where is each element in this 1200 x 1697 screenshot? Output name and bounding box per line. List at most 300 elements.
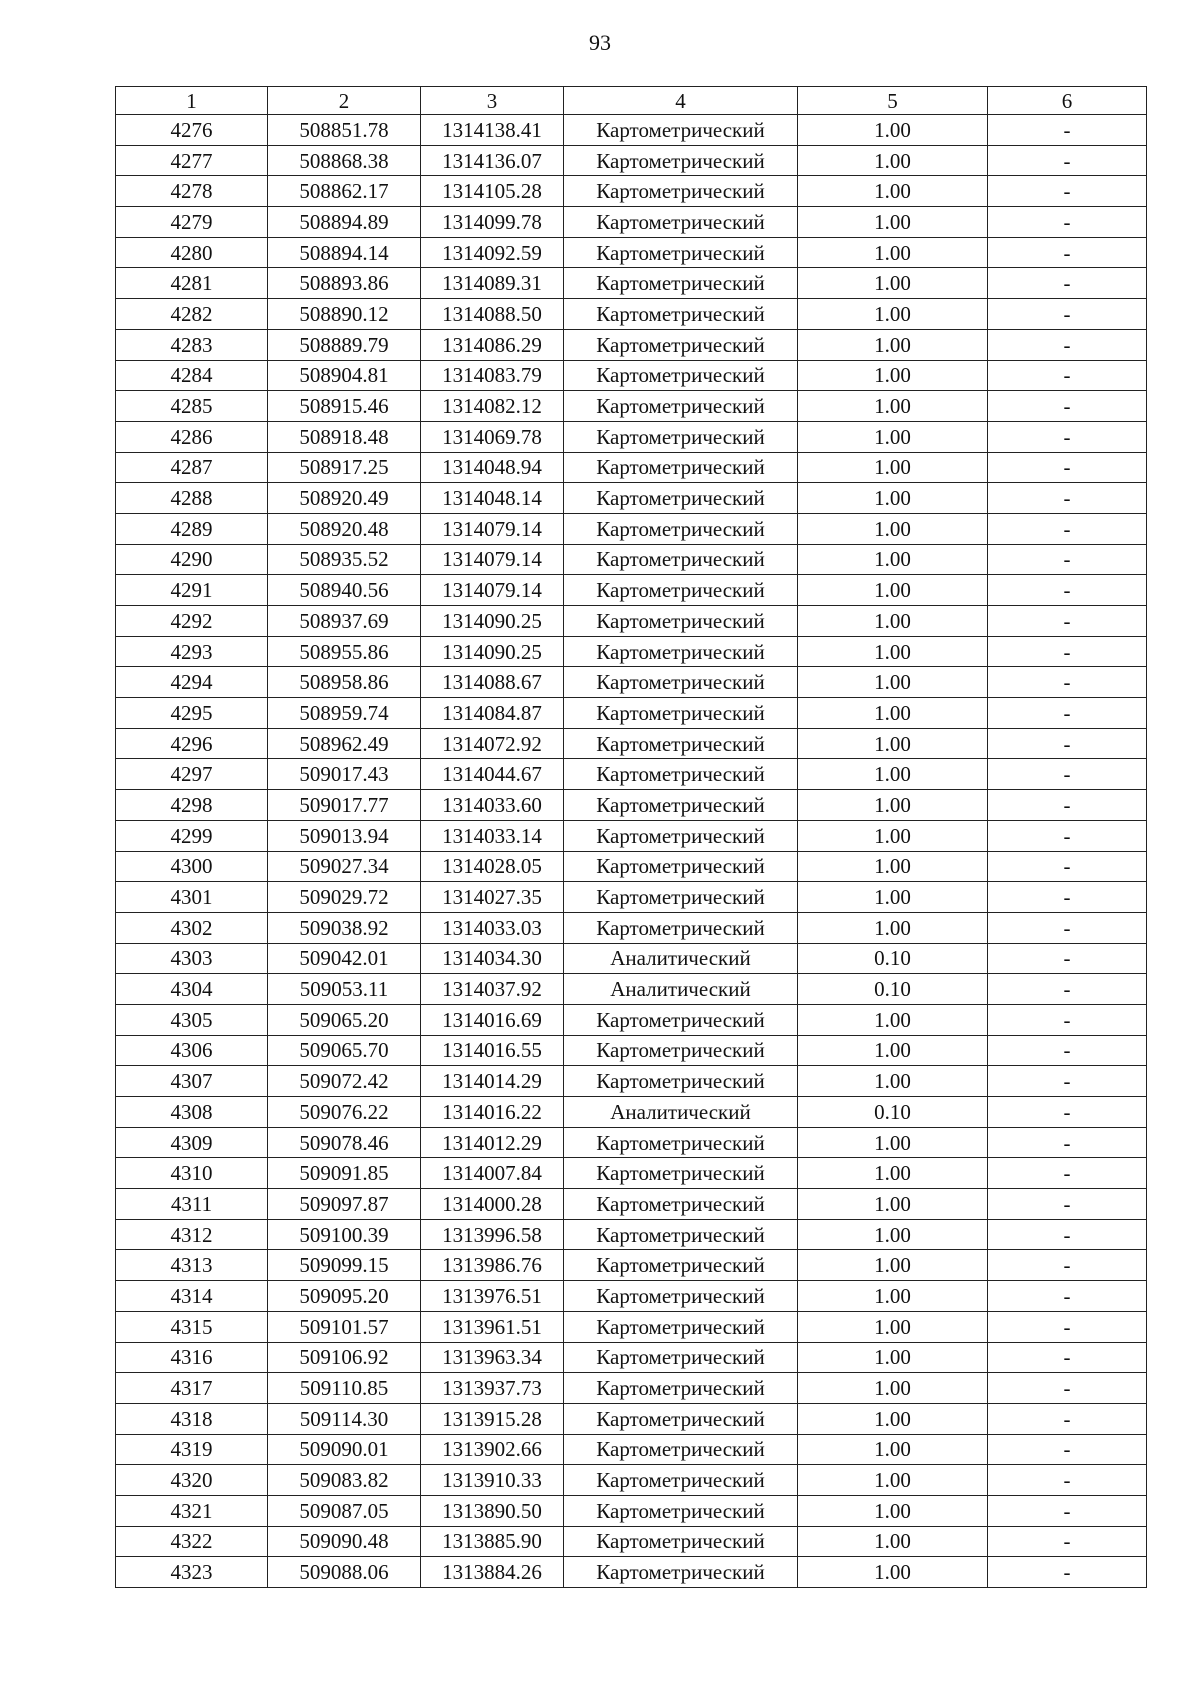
method-cell: Картометрический [564, 237, 798, 268]
page-number: 93 [589, 30, 611, 55]
description-cell: - [988, 237, 1147, 268]
method-cell: Картометрический [564, 1465, 798, 1496]
x-coordinate-cell: 509106.92 [268, 1342, 421, 1373]
accuracy-cell: 1.00 [798, 329, 988, 360]
method-cell: Картометрический [564, 483, 798, 514]
point-number-cell: 4307 [116, 1066, 268, 1097]
y-coordinate-cell: 1314044.67 [421, 759, 564, 790]
description-cell: - [988, 391, 1147, 422]
description-cell: - [988, 1004, 1147, 1035]
point-number-cell: 4314 [116, 1281, 268, 1312]
description-cell: - [988, 667, 1147, 698]
x-coordinate-cell: 508893.86 [268, 268, 421, 299]
point-number-cell: 4321 [116, 1495, 268, 1526]
table-row [116, 207, 1147, 238]
table-row [116, 820, 1147, 851]
point-number-cell: 4303 [116, 943, 268, 974]
method-cell: Аналитический [564, 943, 798, 974]
method-cell: Картометрический [564, 115, 798, 146]
y-coordinate-cell: 1313915.28 [421, 1403, 564, 1434]
x-coordinate-cell: 509027.34 [268, 851, 421, 882]
table-row [116, 1342, 1147, 1373]
accuracy-cell: 1.00 [798, 1403, 988, 1434]
y-coordinate-cell: 1314033.14 [421, 820, 564, 851]
point-number-cell: 4297 [116, 759, 268, 790]
x-coordinate-cell: 509038.92 [268, 912, 421, 943]
method-cell: Картометрический [564, 882, 798, 913]
y-coordinate-cell: 1314069.78 [421, 421, 564, 452]
description-cell: - [988, 1219, 1147, 1250]
table-row [116, 329, 1147, 360]
point-number-cell: 4298 [116, 790, 268, 821]
y-coordinate-cell: 1314033.60 [421, 790, 564, 821]
method-cell: Картометрический [564, 606, 798, 637]
point-number-cell: 4290 [116, 544, 268, 575]
table-row [116, 1281, 1147, 1312]
y-coordinate-cell: 1314083.79 [421, 360, 564, 391]
x-coordinate-cell: 509087.05 [268, 1495, 421, 1526]
y-coordinate-cell: 1314089.31 [421, 268, 564, 299]
description-cell: - [988, 974, 1147, 1005]
y-coordinate-cell: 1313961.51 [421, 1311, 564, 1342]
y-coordinate-cell: 1314079.14 [421, 513, 564, 544]
description-cell: - [988, 513, 1147, 544]
table-row [116, 299, 1147, 330]
point-number-cell: 4280 [116, 237, 268, 268]
x-coordinate-cell: 509088.06 [268, 1557, 421, 1588]
method-cell: Картометрический [564, 268, 798, 299]
accuracy-cell: 1.00 [798, 1281, 988, 1312]
point-number-cell: 4276 [116, 115, 268, 146]
method-cell: Картометрический [564, 667, 798, 698]
x-coordinate-cell: 509114.30 [268, 1403, 421, 1434]
table-row [116, 421, 1147, 452]
description-cell: - [988, 820, 1147, 851]
accuracy-cell: 1.00 [798, 176, 988, 207]
y-coordinate-cell: 1314090.25 [421, 636, 564, 667]
description-cell: - [988, 943, 1147, 974]
table-row [116, 452, 1147, 483]
description-cell: - [988, 851, 1147, 882]
method-cell: Картометрический [564, 728, 798, 759]
method-cell: Картометрический [564, 1373, 798, 1404]
x-coordinate-cell: 508935.52 [268, 544, 421, 575]
table-row [116, 268, 1147, 299]
column-header: 3 [421, 87, 564, 115]
point-number-cell: 4309 [116, 1127, 268, 1158]
accuracy-cell: 1.00 [798, 1158, 988, 1189]
accuracy-cell: 1.00 [798, 1035, 988, 1066]
method-cell: Картометрический [564, 207, 798, 238]
description-cell: - [988, 1434, 1147, 1465]
description-cell: - [988, 1557, 1147, 1588]
accuracy-cell: 1.00 [798, 299, 988, 330]
accuracy-cell: 1.00 [798, 483, 988, 514]
description-cell: - [988, 1403, 1147, 1434]
y-coordinate-cell: 1314084.87 [421, 698, 564, 729]
y-coordinate-cell: 1314138.41 [421, 115, 564, 146]
table-row [116, 115, 1147, 146]
accuracy-cell: 1.00 [798, 1127, 988, 1158]
accuracy-cell: 1.00 [798, 360, 988, 391]
point-number-cell: 4308 [116, 1097, 268, 1128]
y-coordinate-cell: 1314012.29 [421, 1127, 564, 1158]
y-coordinate-cell: 1314048.94 [421, 452, 564, 483]
table-row [116, 974, 1147, 1005]
method-cell: Картометрический [564, 1219, 798, 1250]
y-coordinate-cell: 1314037.92 [421, 974, 564, 1005]
method-cell: Картометрический [564, 1281, 798, 1312]
method-cell: Картометрический [564, 636, 798, 667]
y-coordinate-cell: 1313963.34 [421, 1342, 564, 1373]
y-coordinate-cell: 1314048.14 [421, 483, 564, 514]
accuracy-cell: 1.00 [798, 667, 988, 698]
x-coordinate-cell: 508920.48 [268, 513, 421, 544]
method-cell: Картометрический [564, 360, 798, 391]
y-coordinate-cell: 1313986.76 [421, 1250, 564, 1281]
point-number-cell: 4311 [116, 1189, 268, 1220]
description-cell: - [988, 421, 1147, 452]
description-cell: - [988, 299, 1147, 330]
point-number-cell: 4318 [116, 1403, 268, 1434]
y-coordinate-cell: 1314099.78 [421, 207, 564, 238]
point-number-cell: 4286 [116, 421, 268, 452]
y-coordinate-cell: 1314086.29 [421, 329, 564, 360]
accuracy-cell: 0.10 [798, 1097, 988, 1128]
x-coordinate-cell: 508920.49 [268, 483, 421, 514]
description-cell: - [988, 1189, 1147, 1220]
method-cell: Картометрический [564, 1127, 798, 1158]
description-cell: - [988, 1465, 1147, 1496]
table-body [116, 87, 1147, 1588]
description-cell: - [988, 912, 1147, 943]
x-coordinate-cell: 509091.85 [268, 1158, 421, 1189]
point-number-cell: 4322 [116, 1526, 268, 1557]
accuracy-cell: 1.00 [798, 1189, 988, 1220]
table-row [116, 145, 1147, 176]
point-number-cell: 4313 [116, 1250, 268, 1281]
method-cell: Аналитический [564, 974, 798, 1005]
point-number-cell: 4300 [116, 851, 268, 882]
description-cell: - [988, 1281, 1147, 1312]
method-cell: Картометрический [564, 820, 798, 851]
point-number-cell: 4305 [116, 1004, 268, 1035]
table-row [116, 544, 1147, 575]
method-cell: Картометрический [564, 851, 798, 882]
y-coordinate-cell: 1314136.07 [421, 145, 564, 176]
x-coordinate-cell: 508962.49 [268, 728, 421, 759]
point-number-cell: 4301 [116, 882, 268, 913]
y-coordinate-cell: 1313902.66 [421, 1434, 564, 1465]
accuracy-cell: 1.00 [798, 1434, 988, 1465]
method-cell: Картометрический [564, 329, 798, 360]
x-coordinate-cell: 509072.42 [268, 1066, 421, 1097]
y-coordinate-cell: 1313976.51 [421, 1281, 564, 1312]
x-coordinate-cell: 509017.77 [268, 790, 421, 821]
table-row [116, 728, 1147, 759]
x-coordinate-cell: 509095.20 [268, 1281, 421, 1312]
point-number-cell: 4310 [116, 1158, 268, 1189]
table-row [116, 1004, 1147, 1035]
accuracy-cell: 0.10 [798, 943, 988, 974]
method-cell: Картометрический [564, 1342, 798, 1373]
x-coordinate-cell: 508937.69 [268, 606, 421, 637]
method-cell: Картометрический [564, 759, 798, 790]
description-cell: - [988, 1526, 1147, 1557]
table-row [116, 1035, 1147, 1066]
description-cell: - [988, 1311, 1147, 1342]
description-cell: - [988, 176, 1147, 207]
y-coordinate-cell: 1314092.59 [421, 237, 564, 268]
x-coordinate-cell: 508959.74 [268, 698, 421, 729]
description-cell: - [988, 1066, 1147, 1097]
description-cell: - [988, 1495, 1147, 1526]
table-row [116, 943, 1147, 974]
table-row [116, 851, 1147, 882]
accuracy-cell: 1.00 [798, 115, 988, 146]
x-coordinate-cell: 509053.11 [268, 974, 421, 1005]
x-coordinate-cell: 509017.43 [268, 759, 421, 790]
method-cell: Картометрический [564, 1557, 798, 1588]
description-cell: - [988, 207, 1147, 238]
accuracy-cell: 1.00 [798, 851, 988, 882]
accuracy-cell: 1.00 [798, 1066, 988, 1097]
y-coordinate-cell: 1313996.58 [421, 1219, 564, 1250]
point-number-cell: 4296 [116, 728, 268, 759]
accuracy-cell: 1.00 [798, 606, 988, 637]
table-row [116, 391, 1147, 422]
y-coordinate-cell: 1314088.50 [421, 299, 564, 330]
table-row [116, 1219, 1147, 1250]
description-cell: - [988, 329, 1147, 360]
column-header: 4 [564, 87, 798, 115]
point-number-cell: 4304 [116, 974, 268, 1005]
accuracy-cell: 0.10 [798, 974, 988, 1005]
y-coordinate-cell: 1314016.22 [421, 1097, 564, 1128]
table-row [116, 882, 1147, 913]
description-cell: - [988, 483, 1147, 514]
point-number-cell: 4282 [116, 299, 268, 330]
x-coordinate-cell: 509100.39 [268, 1219, 421, 1250]
column-header: 1 [116, 87, 268, 115]
y-coordinate-cell: 1314027.35 [421, 882, 564, 913]
x-coordinate-cell: 509029.72 [268, 882, 421, 913]
point-number-cell: 4278 [116, 176, 268, 207]
method-cell: Картометрический [564, 790, 798, 821]
method-cell: Картометрический [564, 1403, 798, 1434]
accuracy-cell: 1.00 [798, 790, 988, 821]
point-number-cell: 4299 [116, 820, 268, 851]
accuracy-cell: 1.00 [798, 912, 988, 943]
point-number-cell: 4320 [116, 1465, 268, 1496]
y-coordinate-cell: 1314016.69 [421, 1004, 564, 1035]
description-cell: - [988, 145, 1147, 176]
method-cell: Картометрический [564, 1250, 798, 1281]
point-number-cell: 4292 [116, 606, 268, 637]
accuracy-cell: 1.00 [798, 820, 988, 851]
point-number-cell: 4288 [116, 483, 268, 514]
table-row [116, 575, 1147, 606]
method-cell: Картометрический [564, 1526, 798, 1557]
table-row [116, 1403, 1147, 1434]
x-coordinate-cell: 508918.48 [268, 421, 421, 452]
x-coordinate-cell: 508917.25 [268, 452, 421, 483]
point-number-cell: 4316 [116, 1342, 268, 1373]
table-row [116, 1557, 1147, 1588]
x-coordinate-cell: 508955.86 [268, 636, 421, 667]
table-row [116, 1434, 1147, 1465]
column-header: 2 [268, 87, 421, 115]
y-coordinate-cell: 1314014.29 [421, 1066, 564, 1097]
table-row [116, 698, 1147, 729]
table-row [116, 1158, 1147, 1189]
method-cell: Картометрический [564, 421, 798, 452]
accuracy-cell: 1.00 [798, 759, 988, 790]
y-coordinate-cell: 1313884.26 [421, 1557, 564, 1588]
method-cell: Картометрический [564, 575, 798, 606]
description-cell: - [988, 115, 1147, 146]
method-cell: Картометрический [564, 145, 798, 176]
x-coordinate-cell: 509065.20 [268, 1004, 421, 1035]
column-header: 5 [798, 87, 988, 115]
method-cell: Картометрический [564, 1035, 798, 1066]
y-coordinate-cell: 1314090.25 [421, 606, 564, 637]
table-row [116, 483, 1147, 514]
description-cell: - [988, 728, 1147, 759]
accuracy-cell: 1.00 [798, 513, 988, 544]
table-row [116, 1373, 1147, 1404]
accuracy-cell: 1.00 [798, 207, 988, 238]
point-number-cell: 4284 [116, 360, 268, 391]
method-cell: Картометрический [564, 698, 798, 729]
y-coordinate-cell: 1314033.03 [421, 912, 564, 943]
table-row [116, 1189, 1147, 1220]
table-row [116, 1311, 1147, 1342]
accuracy-cell: 1.00 [798, 1342, 988, 1373]
method-cell: Аналитический [564, 1097, 798, 1128]
accuracy-cell: 1.00 [798, 1465, 988, 1496]
point-number-cell: 4315 [116, 1311, 268, 1342]
description-cell: - [988, 882, 1147, 913]
point-number-cell: 4323 [116, 1557, 268, 1588]
y-coordinate-cell: 1314007.84 [421, 1158, 564, 1189]
point-number-cell: 4285 [116, 391, 268, 422]
x-coordinate-cell: 509090.48 [268, 1526, 421, 1557]
accuracy-cell: 1.00 [798, 1495, 988, 1526]
point-number-cell: 4287 [116, 452, 268, 483]
accuracy-cell: 1.00 [798, 698, 988, 729]
table-row [116, 1526, 1147, 1557]
x-coordinate-cell: 508915.46 [268, 391, 421, 422]
table-row [116, 176, 1147, 207]
table-row [116, 1250, 1147, 1281]
point-number-cell: 4283 [116, 329, 268, 360]
description-cell: - [988, 636, 1147, 667]
x-coordinate-cell: 509101.57 [268, 1311, 421, 1342]
y-coordinate-cell: 1314028.05 [421, 851, 564, 882]
table-header-row [116, 87, 1147, 115]
y-coordinate-cell: 1314079.14 [421, 544, 564, 575]
accuracy-cell: 1.00 [798, 728, 988, 759]
point-number-cell: 4277 [116, 145, 268, 176]
accuracy-cell: 1.00 [798, 1219, 988, 1250]
y-coordinate-cell: 1313910.33 [421, 1465, 564, 1496]
point-number-cell: 4312 [116, 1219, 268, 1250]
y-coordinate-cell: 1314082.12 [421, 391, 564, 422]
x-coordinate-cell: 508868.38 [268, 145, 421, 176]
table-row [116, 759, 1147, 790]
table-row [116, 1465, 1147, 1496]
table-row [116, 237, 1147, 268]
x-coordinate-cell: 508890.12 [268, 299, 421, 330]
x-coordinate-cell: 509013.94 [268, 820, 421, 851]
table-row [116, 667, 1147, 698]
point-number-cell: 4306 [116, 1035, 268, 1066]
description-cell: - [988, 1127, 1147, 1158]
accuracy-cell: 1.00 [798, 1557, 988, 1588]
y-coordinate-cell: 1314072.92 [421, 728, 564, 759]
description-cell: - [988, 759, 1147, 790]
description-cell: - [988, 452, 1147, 483]
x-coordinate-cell: 509090.01 [268, 1434, 421, 1465]
description-cell: - [988, 544, 1147, 575]
x-coordinate-cell: 509099.15 [268, 1250, 421, 1281]
method-cell: Картометрический [564, 452, 798, 483]
x-coordinate-cell: 508851.78 [268, 115, 421, 146]
method-cell: Картометрический [564, 1189, 798, 1220]
description-cell: - [988, 1250, 1147, 1281]
table-row [116, 1495, 1147, 1526]
accuracy-cell: 1.00 [798, 882, 988, 913]
x-coordinate-cell: 508889.79 [268, 329, 421, 360]
description-cell: - [988, 698, 1147, 729]
y-coordinate-cell: 1314105.28 [421, 176, 564, 207]
x-coordinate-cell: 509065.70 [268, 1035, 421, 1066]
method-cell: Картометрический [564, 391, 798, 422]
accuracy-cell: 1.00 [798, 452, 988, 483]
table-row [116, 636, 1147, 667]
x-coordinate-cell: 508862.17 [268, 176, 421, 207]
y-coordinate-cell: 1314079.14 [421, 575, 564, 606]
x-coordinate-cell: 508904.81 [268, 360, 421, 391]
x-coordinate-cell: 509097.87 [268, 1189, 421, 1220]
accuracy-cell: 1.00 [798, 1311, 988, 1342]
description-cell: - [988, 1035, 1147, 1066]
table-row [116, 360, 1147, 391]
description-cell: - [988, 1373, 1147, 1404]
method-cell: Картометрический [564, 513, 798, 544]
column-header: 6 [988, 87, 1147, 115]
description-cell: - [988, 606, 1147, 637]
y-coordinate-cell: 1313890.50 [421, 1495, 564, 1526]
description-cell: - [988, 1097, 1147, 1128]
accuracy-cell: 1.00 [798, 1526, 988, 1557]
x-coordinate-cell: 508958.86 [268, 667, 421, 698]
accuracy-cell: 1.00 [798, 636, 988, 667]
point-number-cell: 4294 [116, 667, 268, 698]
table-row [116, 606, 1147, 637]
y-coordinate-cell: 1313937.73 [421, 1373, 564, 1404]
x-coordinate-cell: 509083.82 [268, 1465, 421, 1496]
method-cell: Картометрический [564, 1158, 798, 1189]
point-number-cell: 4295 [116, 698, 268, 729]
accuracy-cell: 1.00 [798, 544, 988, 575]
y-coordinate-cell: 1314088.67 [421, 667, 564, 698]
table-row [116, 790, 1147, 821]
table-row [116, 1097, 1147, 1128]
accuracy-cell: 1.00 [798, 421, 988, 452]
accuracy-cell: 1.00 [798, 268, 988, 299]
